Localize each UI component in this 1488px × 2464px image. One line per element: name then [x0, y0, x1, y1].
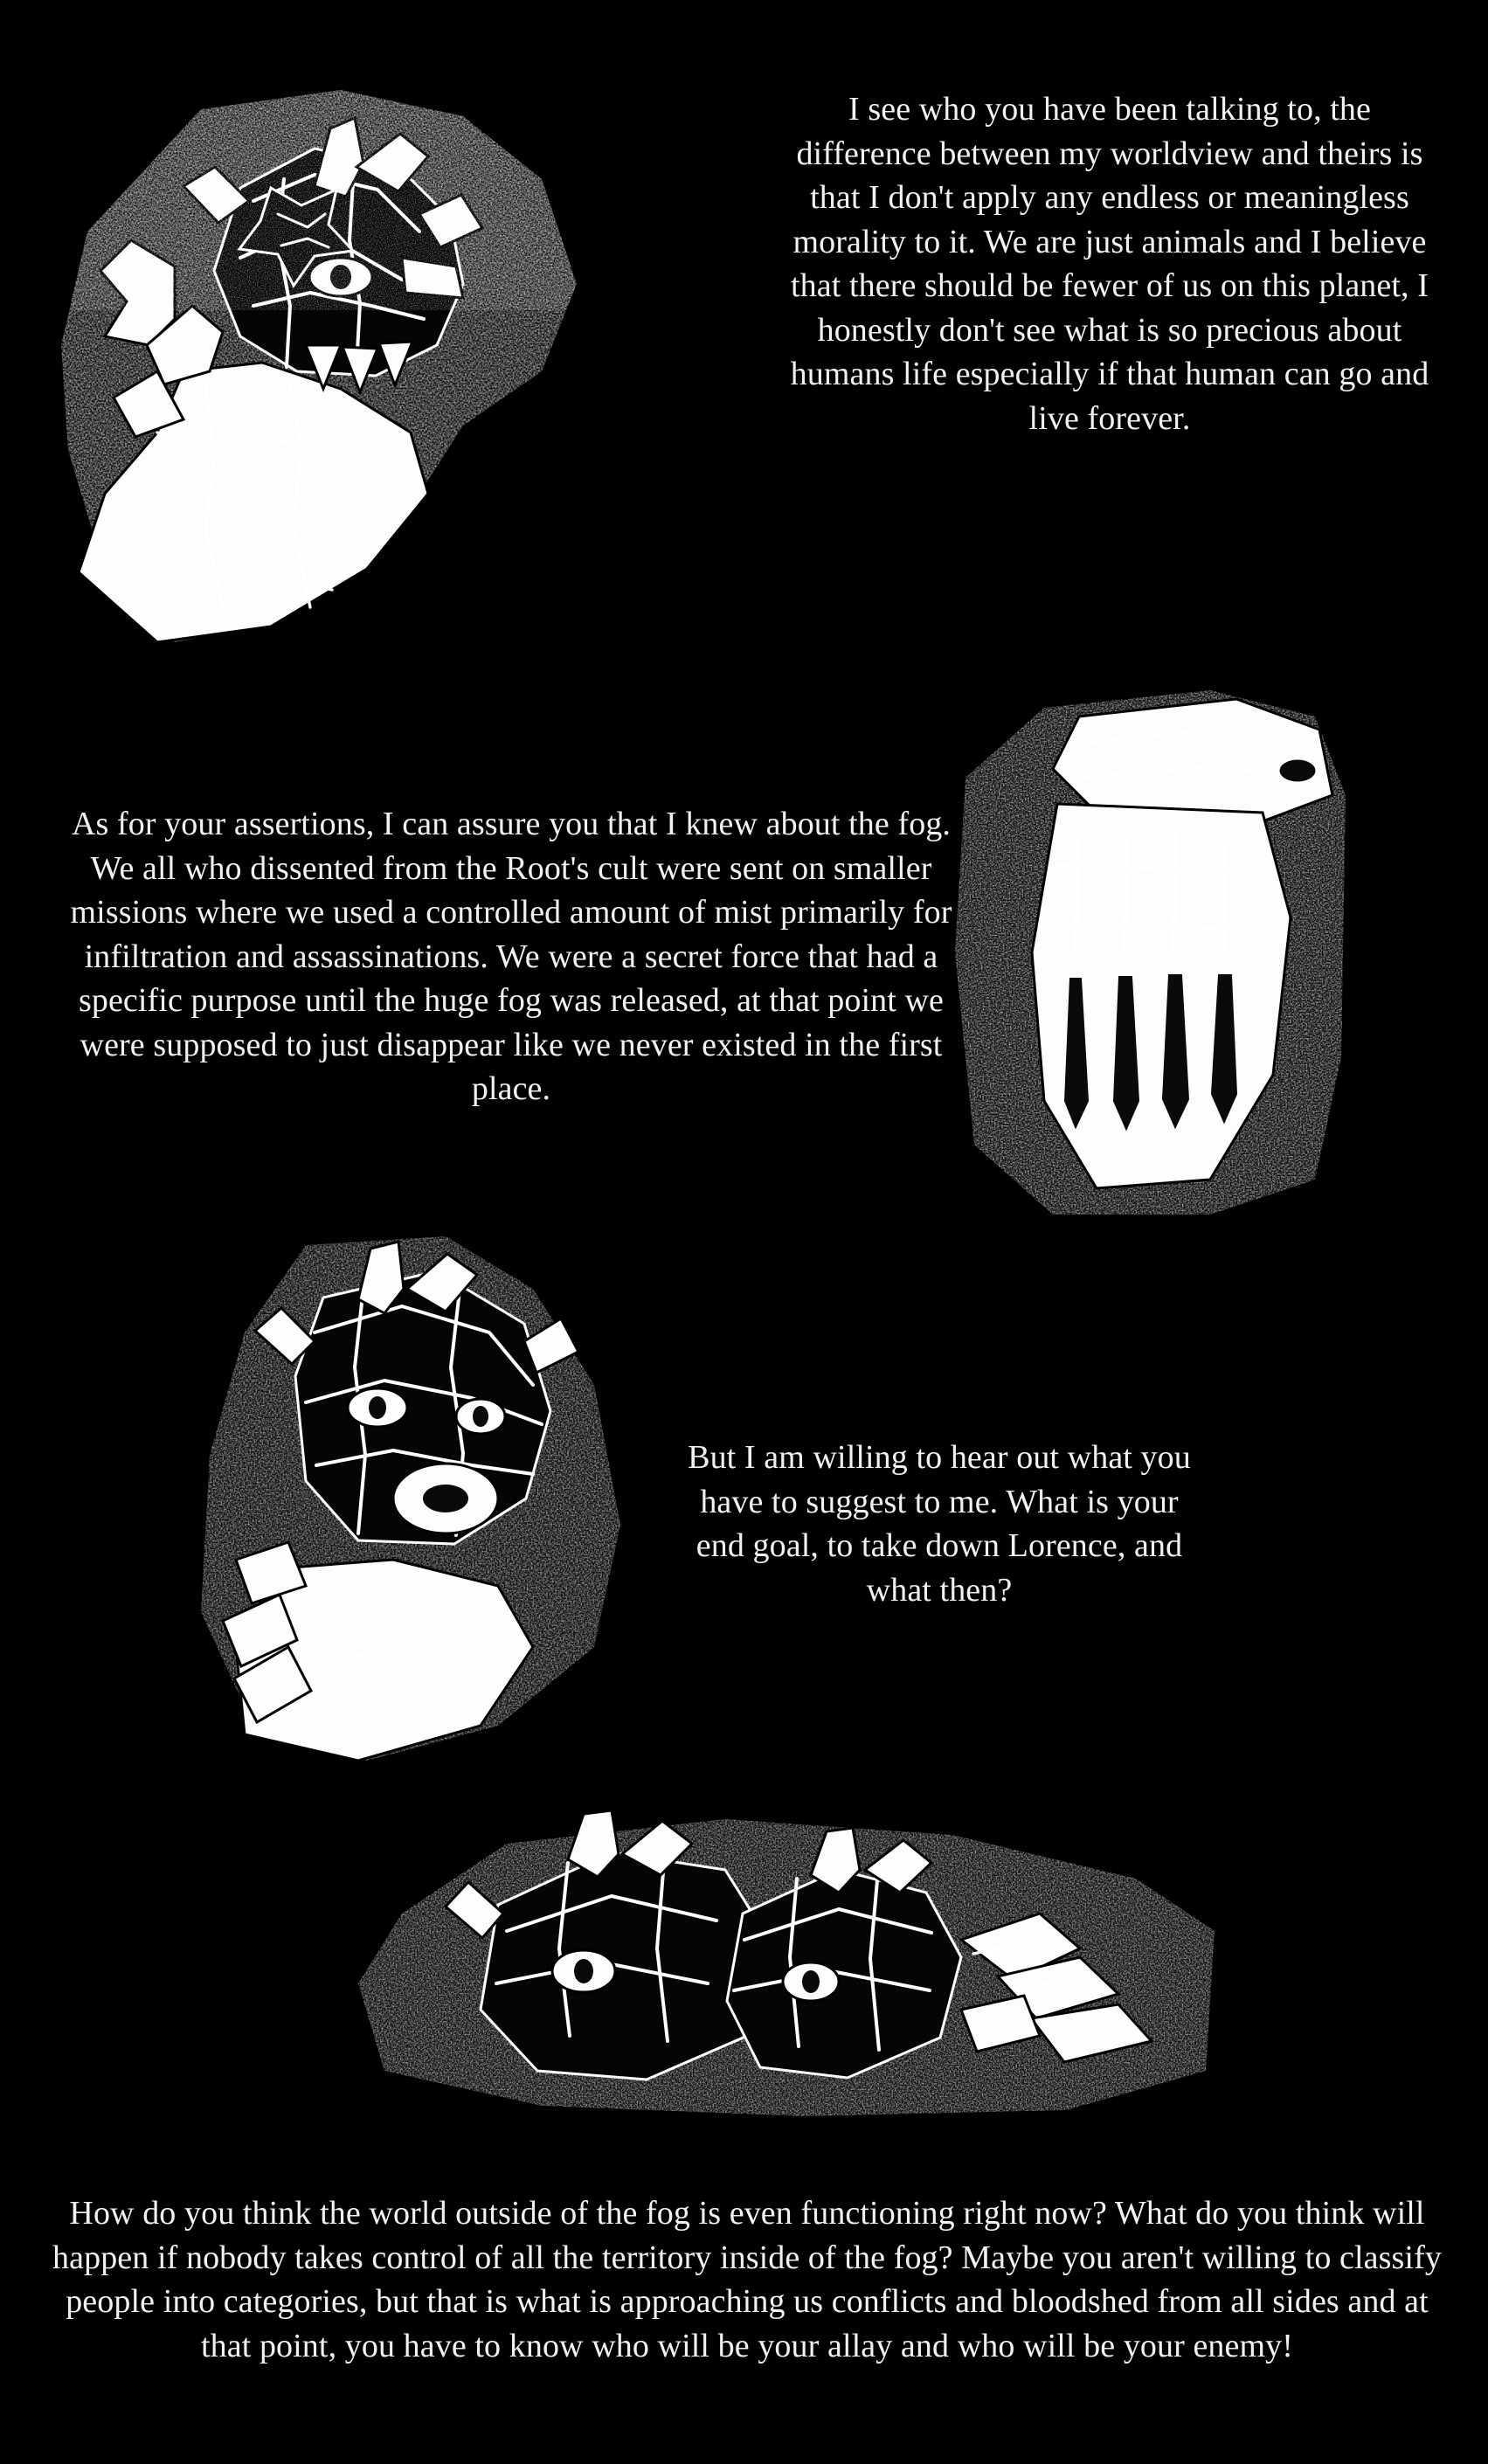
panel-4-caption: How do you think the world outside of the fog is even functioning right now? What do you think will happen if nobody takes control of all the territory inside of the fog? Maybe you aren't willing to classify people into categories, but that is what is approaching us conflicts and bloodshed from all sides and at that point, you have to know who will be your allay and who will be your enemy! — [52, 2195, 1442, 2364]
panel-2-caption: As for your assertions, I can assure you that I knew about the fog. We all who dissented from the Root's cult were sent on smaller missions where we used a controlled amount of mist primarily for infiltration and assassinations. We were a secret force that had a specific purpose until the huge fog was released, at that point we were supposed to just disappear like we never existed in the first place. — [70, 806, 952, 1108]
panel-1-caption: I see who you have been talking to, the difference between my worldview and theirs is that I don't apply any endless or meaningless morality to it. We are just animals and I believe that there should be fewer of us on this planet, I honestly don't see what is so precious about humans life especially if that human can go and live forever. — [790, 91, 1429, 437]
two-masked-figures-wide-shot — [350, 1809, 1232, 2119]
panel-3-caption: But I am willing to hear out what you have to suggest to me. What is your end goal, to take down Lorence, and what then? — [688, 1439, 1191, 1609]
clawed-hand-close-up — [948, 690, 1359, 1223]
masked-creature-profile — [183, 1236, 725, 1778]
horned-masked-creature-bust — [52, 83, 804, 695]
